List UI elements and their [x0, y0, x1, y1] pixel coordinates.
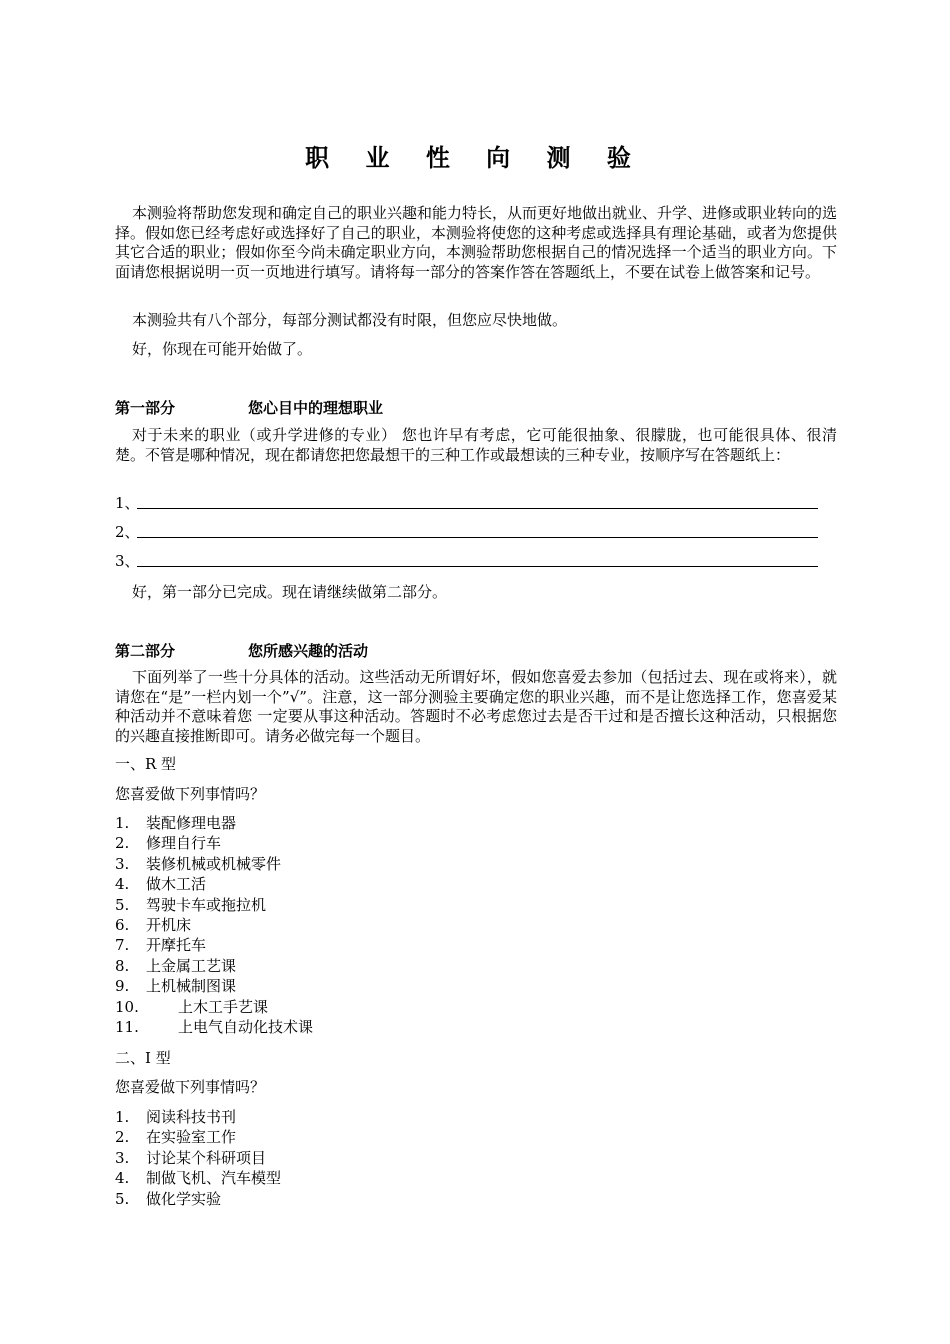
item-number: 9. [115, 977, 130, 996]
item-text: 开摩托车 [146, 936, 207, 955]
part1-complete-note: 好，第一部分已完成。现在请继续做第二部分。 [132, 583, 448, 601]
item-text: 上电气自动化技术课 [178, 1017, 314, 1036]
item-text: 上金属工艺课 [146, 956, 237, 975]
answer-underline [137, 566, 818, 567]
item-number: 3. [115, 1148, 130, 1167]
item-text: 制做飞机、汽车模型 [146, 1169, 282, 1188]
part1-heading [115, 397, 384, 418]
item-text: 做木工活 [146, 875, 207, 894]
item-number: 10. [115, 997, 139, 1016]
item-number: 7. [115, 936, 130, 955]
item-number: 3. [115, 854, 130, 873]
part2-heading [115, 640, 369, 661]
answer-blank-1[interactable] [115, 494, 818, 514]
answer-underline [137, 537, 818, 538]
item-number: 2. [115, 1128, 130, 1147]
item-number: 2. [115, 834, 130, 853]
item-text: 在实验室工作 [146, 1128, 237, 1147]
item-number: 1. [115, 1108, 130, 1126]
item-number: 8. [115, 956, 130, 975]
intro-paragraph-1: 本测验将帮助您发现和确定自己的职业兴趣和能力特长，从而更好地做出就业、升学、进修或职业转向的选择。假如您已经考虑好或选择好了自己的职业，本测验将使您的这种考虑或选择具有理论基础，或者为您提供其它合适的职业；假如你至今尚未确定职业方向，本测验帮助您根据自己的情况选择一个适当的职业方向。下面请您根据说明一页一页地进行填写。请将每一部分的答案作答在答题纸上，不要在试卷上做答案和记号。 [115, 204, 838, 281]
answer-underline [137, 508, 818, 509]
intro-paragraph-3: 好，你现在可能开始做了。 [132, 340, 313, 358]
item-number: 5. [115, 1189, 130, 1208]
answer-blank-label: 1、 [115, 494, 140, 512]
item-text: 驾驶卡车或拖拉机 [146, 895, 267, 914]
item-text: 装配修理电器 [146, 814, 237, 832]
item-number: 1. [115, 814, 130, 832]
page-title: 职 业 性 向 测 验 [305, 144, 645, 172]
item-number: 11. [115, 1017, 139, 1036]
part2-title: 您所感兴趣的活动 [248, 642, 369, 660]
part1-title: 您心目中的理想职业 [248, 399, 384, 417]
item-text: 上机械制图课 [146, 977, 237, 996]
item-text: 开机床 [146, 915, 192, 934]
section-r-question: 您喜爱做下列事情吗？ [115, 785, 266, 803]
part1-label: 第一部分 [115, 399, 176, 417]
answer-blank-2[interactable] [115, 523, 818, 543]
answer-blank-label: 2、 [115, 523, 140, 541]
item-number: 5. [115, 895, 130, 914]
intro-paragraph-2: 本测验共有八个部分，每部分测试都没有时限，但您应尽快地做。 [132, 311, 568, 329]
item-text: 修理自行车 [146, 834, 222, 853]
item-text: 阅读科技书刊 [146, 1108, 237, 1126]
answer-blank-label: 3、 [115, 552, 140, 570]
answer-blank-3[interactable] [115, 552, 818, 572]
item-text: 上木工手艺课 [178, 997, 269, 1016]
item-text: 装修机械或机械零件 [146, 854, 282, 873]
item-text: 讨论某个科研项目 [146, 1148, 267, 1167]
section-r-heading: 一、R 型 [115, 755, 177, 773]
part2-label: 第二部分 [115, 642, 176, 660]
part2-description: 下面列举了一些十分具体的活动。这些活动无所谓好坏，假如您喜爱去参加（包括过去、现在或将来），就请您在“是”一栏内划一个”√”。注意，这一部分测验主要确定您的职业兴趣，而不是让您选择工作，您喜爱某种活动并不意味着您 一定要从事这种活动。答题时不必考虑您过去是否干过和是否擅长这种活动，只根据您的兴趣直接推断即可。请务必做完每一个题目。 [115, 668, 837, 745]
item-text: 做化学实验 [146, 1189, 222, 1208]
section-i-question: 您喜爱做下列事情吗？ [115, 1078, 266, 1096]
part1-description: 对于未来的职业（或升学进修的专业） 您也许早有考虑，它可能很抽象、很朦胧，也可能很具体、很清楚。不管是哪种情况，现在都请您把您最想干的三种工作或最想读的三种专业，按顺序写在答题纸上： [115, 426, 837, 464]
item-number: 6. [115, 915, 130, 934]
section-i-heading: 二、I 型 [115, 1049, 171, 1067]
item-number: 4. [115, 1169, 130, 1188]
item-number: 4. [115, 875, 130, 894]
